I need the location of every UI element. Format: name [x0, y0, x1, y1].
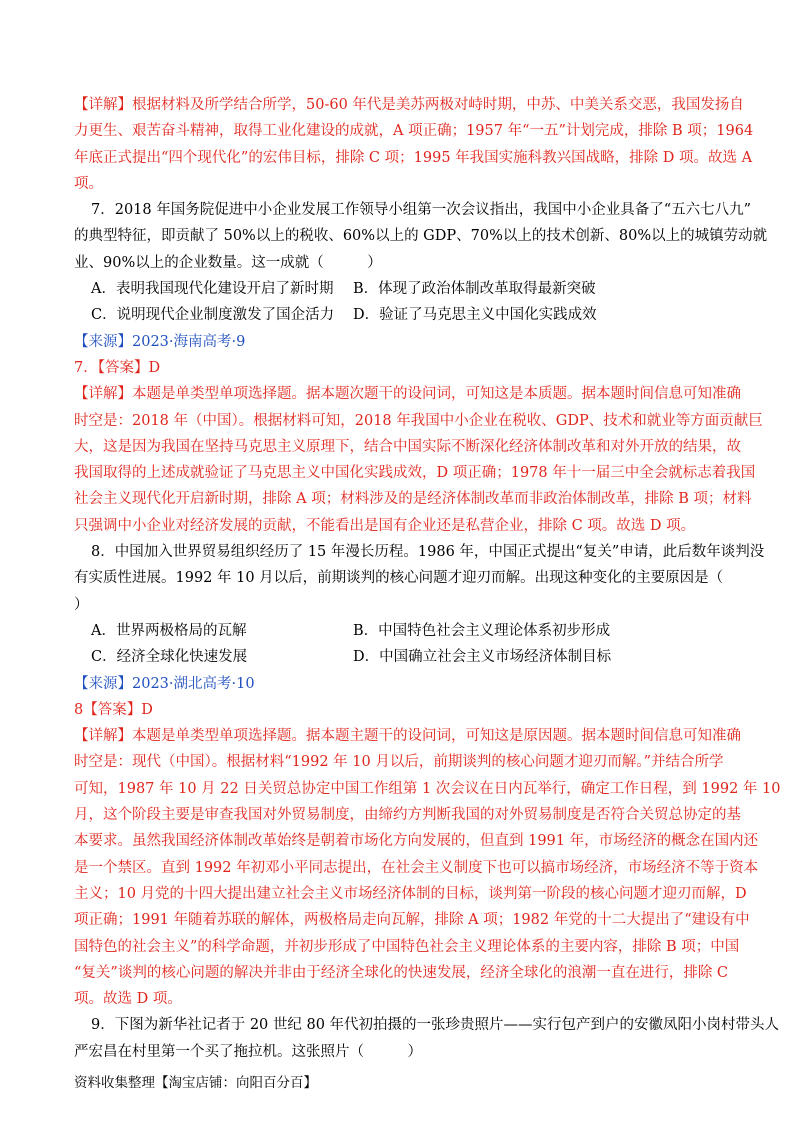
option-a: A．表明我国现代化建设开启了新时期 — [91, 281, 334, 298]
detail-line: 是一个禁区。直到 1992 年初邓小平同志提出，在社会主义制度下也可以搞市场经济，市场经济不等于资本 — [74, 859, 759, 876]
q7-answer: 7．【答案】D — [74, 359, 161, 376]
stem-line: 8．中国加入世界贸易组织经历了 15 年漫长历程。1986 年，中国正式提出“复关”申请，此后数年谈判没 — [91, 544, 765, 561]
q6-detail — [74, 92, 754, 197]
detail-line: “复关”谈判的核心问题的解决并非由于经济全球化的快速发展，经济全球化的浪潮一直在进行，排除 C — [74, 964, 729, 981]
detail-line: 【详解】根据材料及所学结合所学，50-60 年代是美苏两极对峙时期，中苏、中美关系交恶，我国发扬自 — [74, 97, 744, 113]
detail-line: 月，这个阶段主要是审查我国对外贸易制度，由缔约方判断我国的对外贸易制度是否符合关贸总协定的基 — [74, 807, 741, 824]
detail-line: 时空是：现代（中国）。根据材料“1992 年 10 月以后，前期谈判的核心问题才迎刃而解。”并结合所学 — [74, 754, 724, 771]
q7-stem — [74, 197, 768, 276]
option-row — [74, 644, 734, 670]
detail-line: 项正确；1991 年随着苏联的解体，两极格局走向瓦解，排除 A 项；1982 年党的十二大提出了“建设有中 — [74, 912, 750, 929]
option-d: D．验证了马克思主义中国化实践成效 — [353, 307, 597, 324]
option-c: C．说明现代企业制度激发了国企活力 — [91, 307, 335, 324]
page-content — [74, 92, 781, 1065]
stem-line: 7．2018 年国务院促进中小企业发展工作领导小组第一次会议指出，我国中小企业具备了“五六七八九” — [91, 202, 752, 219]
detail-line: 只强调中小企业对经济发展的贡献，不能看出是国有企业还是私营企业，排除 C 项。故选 D 项。 — [74, 517, 696, 534]
page-footer: 资料收集整理【淘宝店铺：向阳百分百】 — [74, 1075, 317, 1091]
detail-line: 社会主义现代化开启新时期，排除 A 项；材料涉及的是经济体制改革而非政治体制改革，排除 B 项；材料 — [74, 491, 752, 508]
stem-line: 有实质性进展。1992 年 10 月以后，前期谈判的核心问题才迎刃而解。出现这种变化的主要原因是（ — [74, 570, 724, 587]
option-c: C．经济全球化快速发展 — [91, 649, 248, 666]
detail-line: 项。 — [74, 175, 103, 192]
stem-line: 严宏昌在村里第一个买了拖拉机。这张照片（ ） — [74, 1043, 422, 1060]
detail-line: 【详解】本题是单类型单项选择题。据本题次题干的设问词，可知这是本质题。据本题时间信息可知准确 — [74, 386, 741, 403]
detail-line: 可知，1987 年 10 月 22 日关贸总协定中国工作组第 1 次会议在日内瓦举行，确定工作日程，到 1992 年 10 — [74, 780, 781, 797]
option-a: A．世界两极格局的瓦解 — [91, 622, 247, 639]
detail-line: 本要求。虽然我国经济体制改革始终是朝着市场化方向发展的，但直到 1991 年，市场经济的概念在国内还 — [74, 833, 759, 850]
option-row — [74, 302, 734, 328]
detail-line: 国特色的社会主义”的科学命题，并初步形成了中国特色社会主义理论体系的主要内容，排除 B 项；中国 — [74, 938, 740, 955]
option-b: B．中国特色社会主义理论体系初步形成 — [353, 622, 611, 639]
stem-line: ） — [74, 596, 89, 613]
detail-line: 项。故选 D 项。 — [74, 991, 182, 1008]
q7-detail — [74, 381, 763, 539]
q8-options — [74, 618, 734, 671]
q8-answer: 8【答案】D — [74, 701, 153, 718]
detail-line: 我国取得的上述成就验证了马克思主义中国化实践成效，D 项正确；1978 年十一届三中全会就标志着我国 — [74, 465, 756, 482]
detail-line: 时空是：2018 年（中国）。根据材料可知，2018 年我国中小企业在税收、GDP、技术和就业等方面贡献巨 — [74, 412, 763, 429]
q9-stem — [74, 1012, 780, 1065]
option-b: B．体现了政治体制改革取得最新突破 — [353, 281, 596, 298]
detail-line: 年底正式提出“四个现代化”的宏伟目标，排除 C 项；1995 年我国实施科教兴国战略，排除 D 项。故选 A — [74, 149, 753, 166]
stem-line: 的典型特征，即贡献了 50%以上的税收、60%以上的 GDP、70%以上的技术创新、80%以上的城镇劳动就 — [74, 228, 768, 245]
stem-line: 业、90%以上的企业数量。这一成就（ ） — [74, 254, 382, 271]
stem-line: 9．下图为新华社记者于 20 世纪 80 年代初拍摄的一张珍贵照片——实行包产到户的安徽凤阳小岗村带头人 — [91, 1017, 780, 1034]
q7-options — [74, 276, 734, 329]
option-row — [74, 618, 734, 644]
q8-source: 【来源】2023·湖北高考·10 — [74, 675, 255, 692]
option-d: D．中国确立社会主义市场经济体制目标 — [353, 649, 612, 666]
q8-detail — [74, 723, 781, 1012]
option-row — [74, 276, 734, 302]
detail-line: 力更生、艰苦奋斗精神，取得工业化建设的成就，A 项正确；1957 年“一五”计划完成，排除 B 项；1964 — [74, 123, 754, 140]
q7-source: 【来源】2023·海南高考·9 — [74, 333, 246, 350]
detail-line: 主义；10 月党的十四大提出建立社会主义市场经济体制的目标，谈判第一阶段的核心问题才迎刃而解，D — [74, 885, 747, 902]
detail-line: 大，这是因为我国在坚持马克思主义原理下，结合中国实际不断深化经济体制改革和对外开放的结果，故 — [74, 438, 741, 455]
detail-line: 【详解】本题是单类型单项选择题。据本题主题干的设问词，可知这是原因题。据本题时间信息可知准确 — [74, 728, 741, 745]
q8-stem — [74, 539, 765, 618]
